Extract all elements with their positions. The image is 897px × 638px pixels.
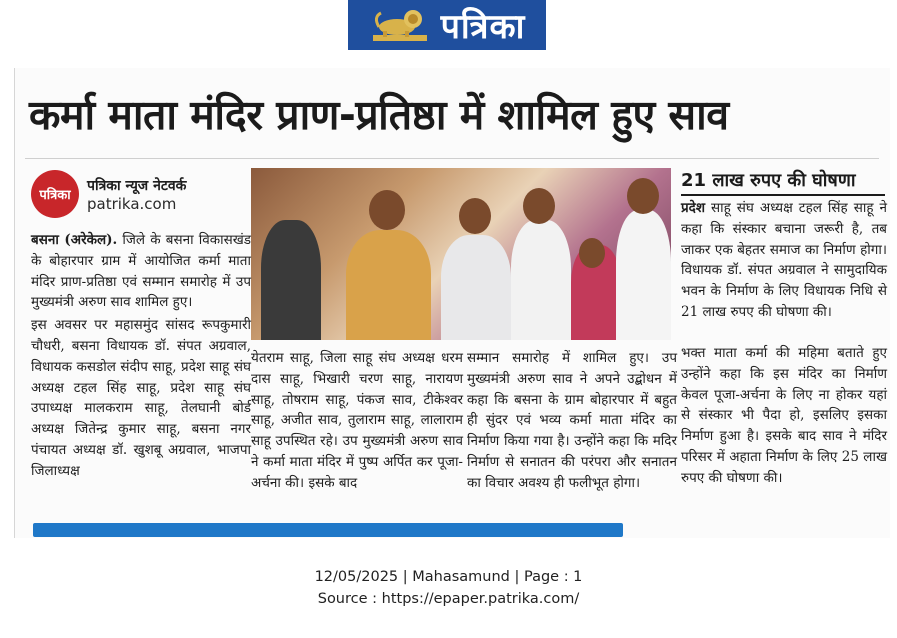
divider: [25, 158, 879, 159]
col2-paragraph: येतराम साहू, जिला साहू संघ अध्यक्ष धरम दास साहू, भिखारी चरण साहू, नारायण साहू, तोषराम साहू, पंकज साव, टीकेश्वर साहू, अजीत साव, तुलाराम साहू, लालाराम साहू उपस्थित रहे। उप मुख्यमंत्री अरुण साव ने कर्मा माता मंदिर में पुष्प अर्पित कर पूजा-अर्चना की। इसके बाद: [251, 350, 463, 491]
photo-figure: [441, 235, 511, 340]
patrika-badge: पत्रिका: [31, 170, 79, 218]
masthead: [348, 0, 546, 50]
col4-paragraph-2: भक्त माता कर्मा की महिमा बताते हुए उन्होंने कहा कि इस मंदिर का निर्माण केवल पूजा-अर्चना के लिए ना होकर यहां से संस्कार भी पैदा हो, इसलिए इसका निर्माण हुआ है। इसके बाद साव ने मंदिर परिसर में अहाता निर्माण के लिए 25 लाख रुपए की घोषणा की।: [681, 345, 887, 486]
col4-paragraph-1: साहू संघ अध्यक्ष टहल सिंह साहू ने कहा कि संस्कार बचाना जरूरी है, तब जाकर एक बेहतर समाज का निर्माण होगा। विधायक डॉ. संपत अग्रवाल ने सामुदायिक भवन के निर्माण के लिए विधायक निधि से 21 लाख रुपए की घोषणा की।: [681, 200, 887, 320]
subhead-box: [681, 168, 885, 196]
lion-icon: [369, 5, 431, 45]
article-headline: कर्मा माता मंदिर प्राण-प्रतिष्ठा में शामिल हुए साव: [29, 91, 729, 139]
photo-face: [369, 190, 405, 230]
col1-paragraph-1: जिले के बसना विकासखंड के बोहारपार ग्राम में आयोजित कर्मा माता मंदिर प्राण-प्रतिष्ठा एवं सम्मान समारोह में उप मुख्यमंत्री अरुण साव शामिल हुए।: [31, 232, 251, 311]
photo-face: [627, 178, 659, 214]
subhead: 21 लाख रुपए की घोषणा: [681, 170, 856, 191]
photo-figure: [511, 220, 571, 340]
news-clipping: [14, 68, 890, 538]
article-column-4a: [681, 198, 887, 325]
photo-figure: [616, 210, 671, 340]
photo-figure: [261, 220, 321, 340]
photo-figure: [346, 230, 431, 340]
article-column-1: [31, 230, 251, 484]
col4-lead: प्रदेश: [681, 200, 706, 216]
masthead-title: पत्रिका: [440, 7, 526, 47]
footer-date-edition: 12/05/2025 | Mahasamund | Page : 1: [314, 569, 583, 585]
byline-site: patrika.com: [87, 194, 177, 213]
dateline: बसना (अरेकेल).: [31, 232, 118, 248]
photo-face: [579, 238, 605, 268]
col3-paragraph: सम्मान समारोह में शामिल हुए। उप मुख्यमंत्री अरुण साव ने अपने उद्बोधन में कहा कि बसना के ग्राम बोहारपार में बहुत ही सुंदर एवं भव्य कर्मा माता मंदिर का निर्माण किया गया है। उन्होंने कहा कि मदिर निर्माण से सनातन की परंपरा और सनातन का विचार अवश्य ही फलीभूत होगा।: [467, 350, 677, 491]
article-column-3: [467, 348, 677, 496]
byline: [31, 168, 253, 220]
byline-network: पत्रिका न्यूज नेटवर्क: [87, 177, 187, 194]
photo-face: [459, 198, 491, 234]
col1-paragraph-2: इस अवसर पर महासमुंद सांसद रूपकुमारी चौधरी, बसना विधायक डॉ. संपत अग्रवाल, विधायक कसडोल संदीप साहू, प्रदेश साहू संघ अध्यक्ष टहल सिंह साहू, प्रदेश साहू संघ उपाध्यक्ष मालकराम साहू, तेलघानी बोर्ड अध्यक्ष जितेन्द्र कुमार साहू, बसना नगर पंचायत अध्यक्ष डॉ. खुशबू अग्रवाल, भाजपा जिलाध्यक्ष: [31, 317, 251, 479]
article-column-4b: [681, 343, 887, 491]
event-photo: [251, 168, 671, 340]
article-column-2: [251, 348, 463, 496]
page-footer: [0, 566, 897, 610]
photo-face: [523, 188, 555, 224]
next-article-strip: [33, 523, 623, 537]
footer-source: Source : https://epaper.patrika.com/: [317, 591, 580, 607]
